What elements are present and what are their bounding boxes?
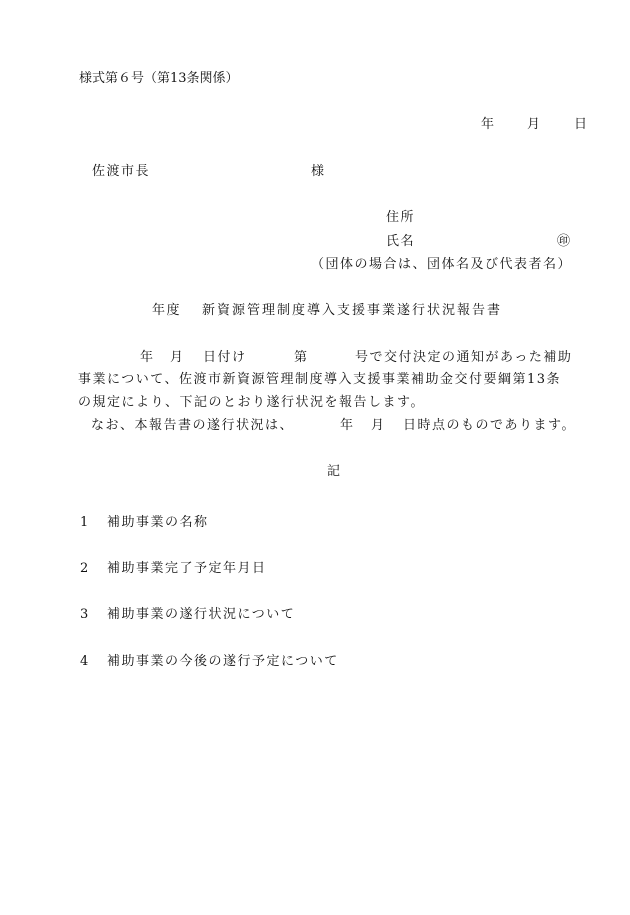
list-item: [80, 557, 267, 576]
item-number: 2: [80, 561, 90, 576]
body-dai: 第: [294, 350, 308, 365]
address-label: 住所: [386, 210, 416, 225]
item-label: 補助事業の遂行状況について: [107, 607, 296, 622]
form-number: 様式第６号（第13条関係）: [79, 71, 239, 86]
title-year: 年度: [152, 303, 182, 318]
body-month: 月: [170, 350, 184, 365]
ki-heading: 記: [327, 464, 341, 479]
body-line4-day: 日時点のものであります。: [403, 418, 576, 433]
item-number: 3: [80, 607, 90, 622]
body-line4-prefix: なお、本報告書の遂行状況は、: [91, 418, 295, 433]
date-day-label: 日: [574, 117, 588, 132]
body-line4-year: 年: [340, 418, 354, 433]
list-item: [80, 650, 339, 669]
addressee-honorific: 様: [311, 164, 325, 179]
list-item: [80, 511, 209, 530]
addressee-name: 佐渡市長: [92, 164, 151, 179]
list-item: [80, 603, 295, 622]
item-label: 補助事業完了予定年月日: [107, 561, 267, 576]
date-month-label: 月: [527, 117, 541, 132]
title-text: 新資源管理制度導入支援事業遂行状況報告書: [202, 303, 503, 318]
body-line1-rest: 号で交付決定の通知があった補助: [355, 350, 573, 365]
body-date-suffix: 日付け: [203, 350, 247, 365]
item-label: 補助事業の今後の遂行予定について: [107, 654, 339, 669]
date-year-label: 年: [481, 117, 495, 132]
body-line4-month: 月: [371, 418, 385, 433]
item-number: 4: [80, 654, 90, 669]
body-line2: 事業について、佐渡市新資源管理制度導入支援事業補助金交付要綱第13条: [78, 372, 562, 387]
body-year: 年: [140, 350, 154, 365]
body-line3: の規定により、下記のとおり遂行状況を報告します。: [78, 395, 425, 410]
item-number: 1: [80, 515, 90, 530]
organization-note: （団体の場合は、団体名及び代表者名）: [311, 257, 573, 272]
item-label: 補助事業の名称: [107, 515, 209, 530]
name-label: 氏名: [386, 234, 416, 249]
seal-mark: ㊞: [557, 234, 571, 249]
